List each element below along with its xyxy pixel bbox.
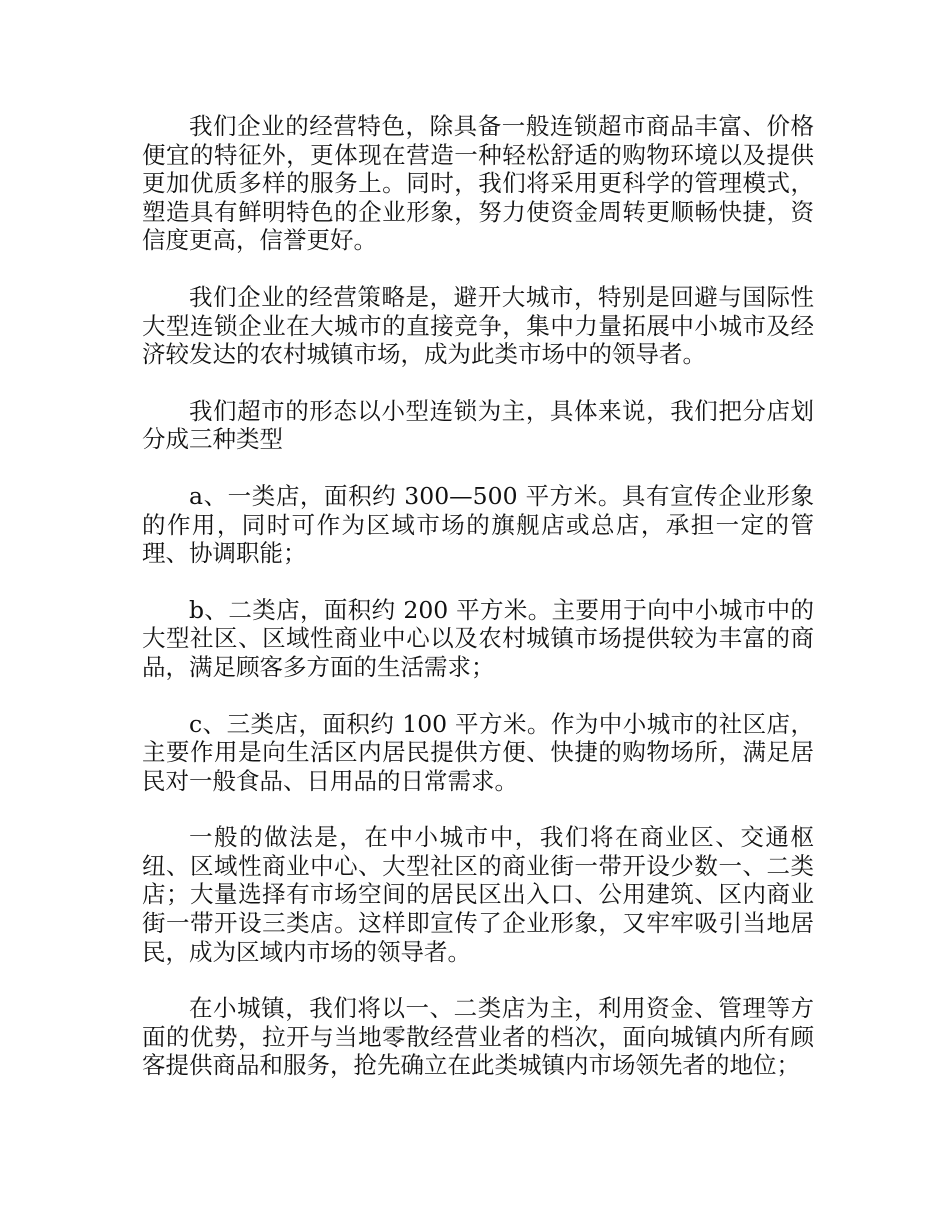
paragraph-store-type-b: b、二类店，面积约 200 平方米。主要用于向中小城市中的大型社区、区域性商业中心以及农村城镇市场提供较为丰富的商品，满足顾客多方面的生活需求；	[142, 595, 814, 681]
paragraph-store-type-c: c、三类店，面积约 100 平方米。作为中小城市的社区店，主要作用是向生活区内居民提供方便、快捷的购物场所，满足居民对一般食品、日用品的日常需求。	[142, 709, 814, 795]
paragraph-store-type-a: a、一类店，面积约 300—500 平方米。具有宣传企业形象的作用，同时可作为区域市场的旗舰店或总店，承担一定的管理、协调职能；	[142, 481, 814, 568]
paragraph-business-strategy: 我们企业的经营策略是，避开大城市，特别是回避与国际性大型连锁企业在大城市的直接竞争，集中力量拓展中小城市及经济较发达的农村城镇市场，成为此类市场中的领导者。	[142, 282, 814, 369]
paragraph-store-types-intro: 我们超市的形态以小型连锁为主，具体来说，我们把分店划分成三种类型	[142, 396, 814, 454]
paragraph-city-approach: 一般的做法是，在中小城市中，我们将在商业区、交通枢纽、区域性商业中心、大型社区的商业街一带开设少数一、二类店；大量选择有市场空间的居民区出入口、公用建筑、区内商业街一带开设三类店。这样即宣传了企业形象，又牢牢吸引当地居民，成为区域内市场的领导者。	[142, 823, 814, 966]
document-body	[142, 112, 814, 1108]
paragraph-business-features: 我们企业的经营特色，除具备一般连锁超市商品丰富、价格便宜的特征外，更体现在营造一种轻松舒适的购物环境以及提供更加优质多样的服务上。同时，我们将采用更科学的管理模式，塑造具有鲜明特色的企业形象，努力使资金周转更顺畅快捷，资信度更高，信誉更好。	[142, 112, 814, 255]
paragraph-town-approach: 在小城镇，我们将以一、二类店为主，利用资金、管理等方面的优势，拉开与当地零散经营业者的档次，面向城镇内所有顾客提供商品和服务，抢先确立在此类城镇内市场领先者的地位；	[142, 994, 814, 1080]
